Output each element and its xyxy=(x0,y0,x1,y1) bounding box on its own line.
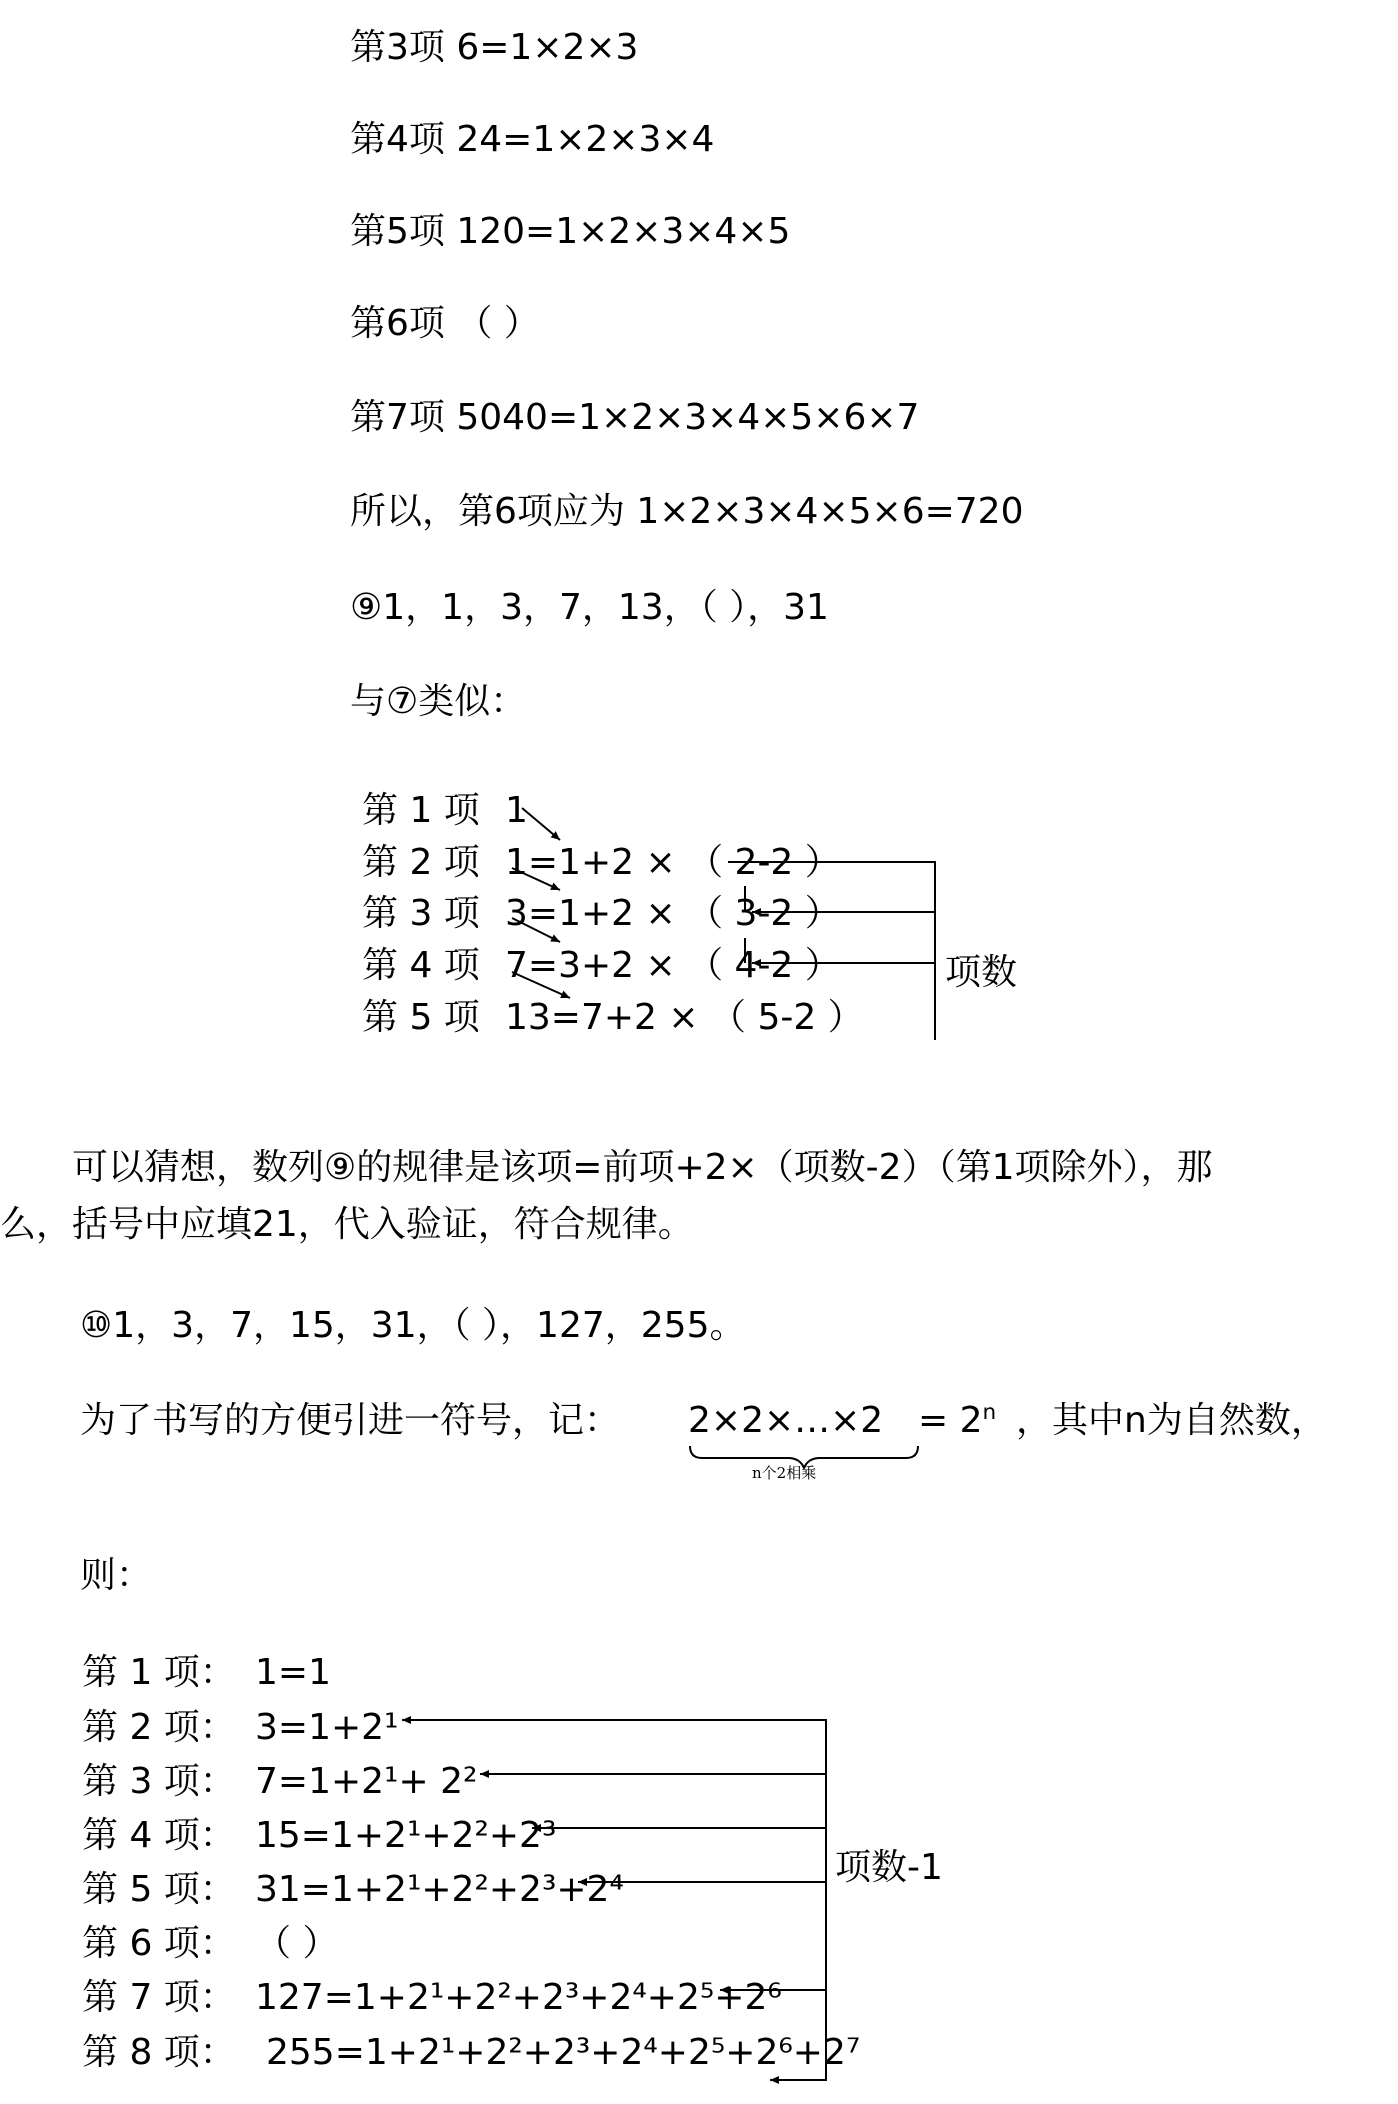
notation-exponent: n xyxy=(982,1400,997,1425)
d1-bracket-label: 项数 xyxy=(945,952,1018,993)
d2-row-formula: （ ） xyxy=(255,1923,339,1964)
arrow-3-4 xyxy=(512,918,560,942)
d2-row-label: 第 5 项： xyxy=(82,1869,236,1910)
paragraph-line-2: 么，括号中应填21，代入验证，符合规律。 xyxy=(0,1204,694,1245)
line-term7: 第7项 5040=1×2×3×4×5×6×7 xyxy=(350,397,920,438)
d1-row-label: 第 1 项 xyxy=(362,790,480,831)
then-label: 则： xyxy=(80,1555,153,1596)
similar-note: 与⑦类似： xyxy=(350,681,527,722)
d2-row-label: 第 2 项： xyxy=(82,1707,236,1748)
notation-prefix: 为了书写的方便引进一符号，记： xyxy=(80,1400,621,1441)
notation-expr: 2×2×…×2 xyxy=(688,1400,884,1441)
d1-row-label: 第 4 项 xyxy=(362,945,480,986)
brace-label: n个2相乘 xyxy=(752,1464,817,1482)
d1-row-formula: 7=3+2 × （ 4-2 ） xyxy=(505,945,841,986)
d2-row-label: 第 3 项： xyxy=(82,1761,236,1802)
d2-row-formula: 31=1+2¹+2²+2³+2⁴ xyxy=(255,1869,624,1910)
d2-row-label: 第 7 项： xyxy=(82,1977,236,2018)
d2-row-formula: 15=1+2¹+2²+2³ xyxy=(255,1815,557,1856)
notation-equals: = 2 xyxy=(918,1400,983,1441)
d1-row-formula: 1 xyxy=(505,790,528,831)
bracket-1-vertical xyxy=(728,862,935,1040)
d2-row-label: 第 6 项： xyxy=(82,1923,236,1964)
d2-row-formula: 7=1+2¹+ 2² xyxy=(255,1761,478,1802)
arrow-1-2 xyxy=(522,808,560,840)
d1-row-formula: 3=1+2 × （ 3-2 ） xyxy=(505,893,841,934)
sequence-10: ⑩1，3，7，15，31，（ ），127，255。 xyxy=(80,1305,746,1346)
arrow-2-3 xyxy=(512,868,560,890)
d2-row-label: 第 4 项： xyxy=(82,1815,236,1856)
arrow-4-5 xyxy=(512,972,570,998)
line-term5: 第5项 120=1×2×3×4×5 xyxy=(350,211,791,252)
d1-row-label: 第 2 项 xyxy=(362,842,480,883)
d2-row-formula: 3=1+2¹ xyxy=(255,1707,399,1748)
line-term4: 第4项 24=1×2×3×4 xyxy=(350,119,715,160)
d2-row-formula: 1=1 xyxy=(255,1652,331,1693)
d2-row-formula: 127=1+2¹+2²+2³+2⁴+2⁵+2⁶ xyxy=(255,1977,782,2018)
underbrace xyxy=(690,1446,918,1468)
d2-bracket-label: 项数-1 xyxy=(835,1847,943,1888)
notation-suffix: ，其中n为自然数， xyxy=(1016,1400,1327,1441)
d1-row-label: 第 3 项 xyxy=(362,893,480,934)
d2-row-formula: 255=1+2¹+2²+2³+2⁴+2⁵+2⁶+2⁷ xyxy=(266,2032,861,2073)
d1-row-formula: 1=1+2 × （ 2-2 ） xyxy=(505,842,841,883)
d2-row-label: 第 8 项： xyxy=(82,2032,236,2073)
sequence-9: ⑨1，1，3，7，13，（ ），31 xyxy=(350,587,829,628)
line-conclusion: 所以，第6项应为 1×2×3×4×5×6=720 xyxy=(350,491,1024,532)
d1-row-label: 第 5 项 xyxy=(362,997,480,1038)
line-term6: 第6项 （ ） xyxy=(350,303,540,344)
line-term3: 第3项 6=1×2×3 xyxy=(350,27,639,68)
d2-row-label: 第 1 项： xyxy=(82,1652,236,1693)
paragraph-line-1: 可以猜想，数列⑨的规律是该项=前项+2×（项数-2）（第1项除外），那 xyxy=(72,1147,1213,1188)
d1-row-formula: 13=7+2 × （ 5-2 ） xyxy=(505,997,864,1038)
